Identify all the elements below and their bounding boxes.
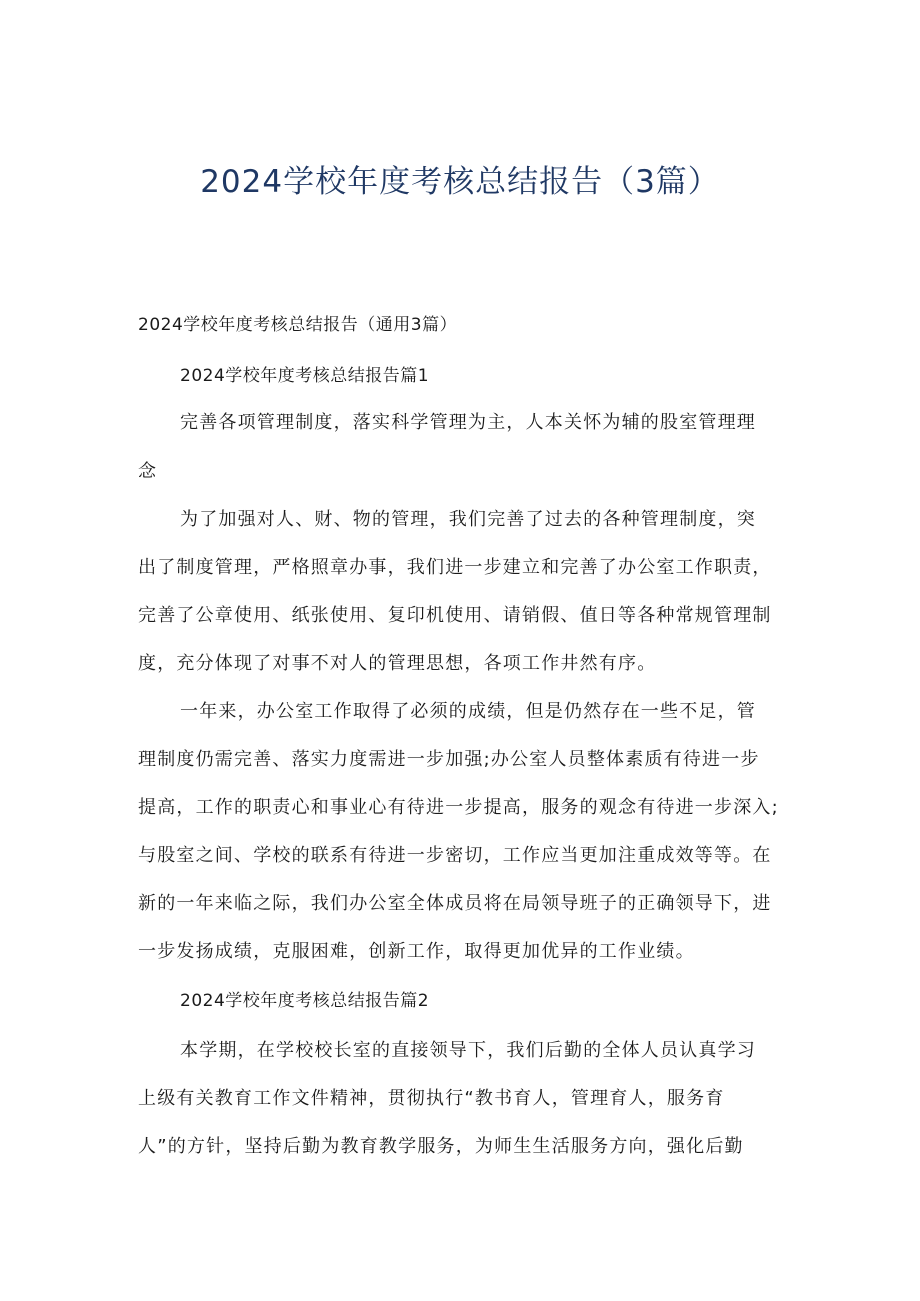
paragraph-line: 人”的方针，坚持后勤为教育教学服务，为师生生活服务方向，强化后勤 (138, 1136, 744, 1157)
paragraph-line: 提高，工作的职责心和事业心有待进一步提高，服务的观念有待进一步深入; (138, 797, 779, 818)
paragraph-line: 一年来，办公室工作取得了必须的成绩，但是仍然存在一些不足，管 (180, 701, 756, 722)
paragraph-line: 与股室之间、学校的联系有待进一步密切，工作应当更加注重成效等等。在 (138, 845, 772, 866)
section-heading-1: 2024学校年度考核总结报告篇1 (180, 366, 430, 386)
section-heading-2: 2024学校年度考核总结报告篇2 (180, 991, 430, 1011)
paragraph-line: 新的一年来临之际，我们办公室全体成员将在局领导班子的正确领导下，进 (138, 893, 772, 914)
paragraph-line: 为了加强对人、财、物的管理，我们完善了过去的各种管理制度，突 (180, 509, 756, 530)
paragraph-line: 一步发扬成绩，克服困难，创新工作，取得更加优异的工作业绩。 (138, 941, 695, 962)
document-subtitle: 2024学校年度考核总结报告（通用3篇） (138, 315, 458, 335)
paragraph-line: 上级有关教育工作文件精神，贯彻执行“教书育人，管理育人，服务育 (138, 1088, 725, 1109)
paragraph-line: 完善了公章使用、纸张使用、复印机使用、请销假、值日等各种常规管理制 (138, 605, 772, 626)
document-title: 2024学校年度考核总结报告（3篇） (200, 164, 720, 200)
paragraph-line: 出了制度管理，严格照章办事，我们进一步建立和完善了办公室工作职责， (138, 557, 772, 578)
paragraph-line: 念 (138, 461, 158, 482)
paragraph-line: 本学期，在学校校长室的直接领导下，我们后勤的全体人员认真学习 (180, 1040, 756, 1061)
paragraph-line: 完善各项管理制度，落实科学管理为主，人本关怀为辅的股室管理理 (180, 412, 756, 433)
paragraph-line: 理制度仍需完善、落实力度需进一步加强;办公室人员整体素质有待进一步 (138, 749, 760, 770)
paragraph-line: 度，充分体现了对事不对人的管理思想，各项工作井然有序。 (138, 653, 657, 674)
